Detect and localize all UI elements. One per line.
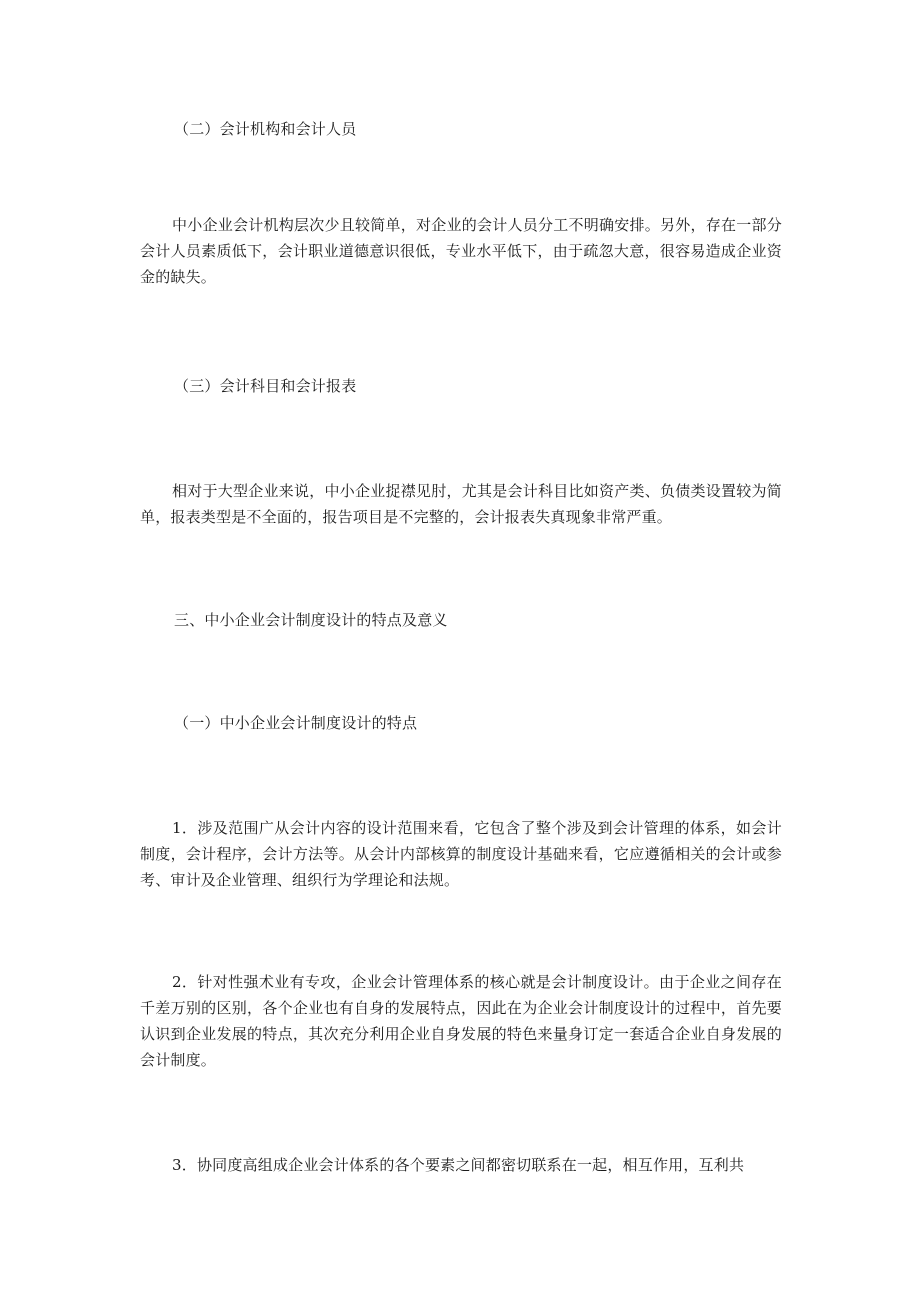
section-heading-accounts-reports: （三）会计科目和会计报表 <box>174 377 357 395</box>
paragraph-feature-3: 3．协同度高组成企业会计体系的各个要素之间都密切联系在一起，相互作用，互利共 <box>172 1156 745 1174</box>
chapter-heading-system-design: 三、中小企业会计制度设计的特点及意义 <box>174 611 448 629</box>
paragraph-feature-1: 1．涉及范围广从会计内容的设计范围来看，它包含了整个涉及到会计管理的体系，如会计制度，会计程序，会计方法等。从会计内部核算的制度设计基础来看，它应遵循相关的会计或参考、审计及企业管理、组织行为学理论和法规。 <box>140 819 782 889</box>
paragraph-accounts-reports: 相对于大型企业来说，中小企业捉襟见肘，尤其是会计科目比如资产类、负债类设置较为简单，报表类型是不全面的，报告项目是不完整的，会计报表失真现象非常严重。 <box>140 482 782 526</box>
section-heading-accounting-staff: （二）会计机构和会计人员 <box>174 120 357 138</box>
section-heading-design-features: （一）中小企业会计制度设计的特点 <box>174 714 418 732</box>
paragraph-accounting-staff: 中小企业会计机构层次少且较简单，对企业的会计人员分工不明确安排。另外，存在一部分会计人员素质低下，会计职业道德意识很低，专业水平低下，由于疏忽大意，很容易造成企业资金的缺失。 <box>140 216 782 286</box>
paragraph-feature-2: 2．针对性强术业有专攻，企业会计管理体系的核心就是会计制度设计。由于企业之间存在千差万别的区别，各个企业也有自身的发展特点，因此在为企业会计制度设计的过程中，首先要认识到企业发展的特点，其次充分利用企业自身发展的特色来量身订定一套适合企业自身发展的会计制度。 <box>140 973 782 1069</box>
